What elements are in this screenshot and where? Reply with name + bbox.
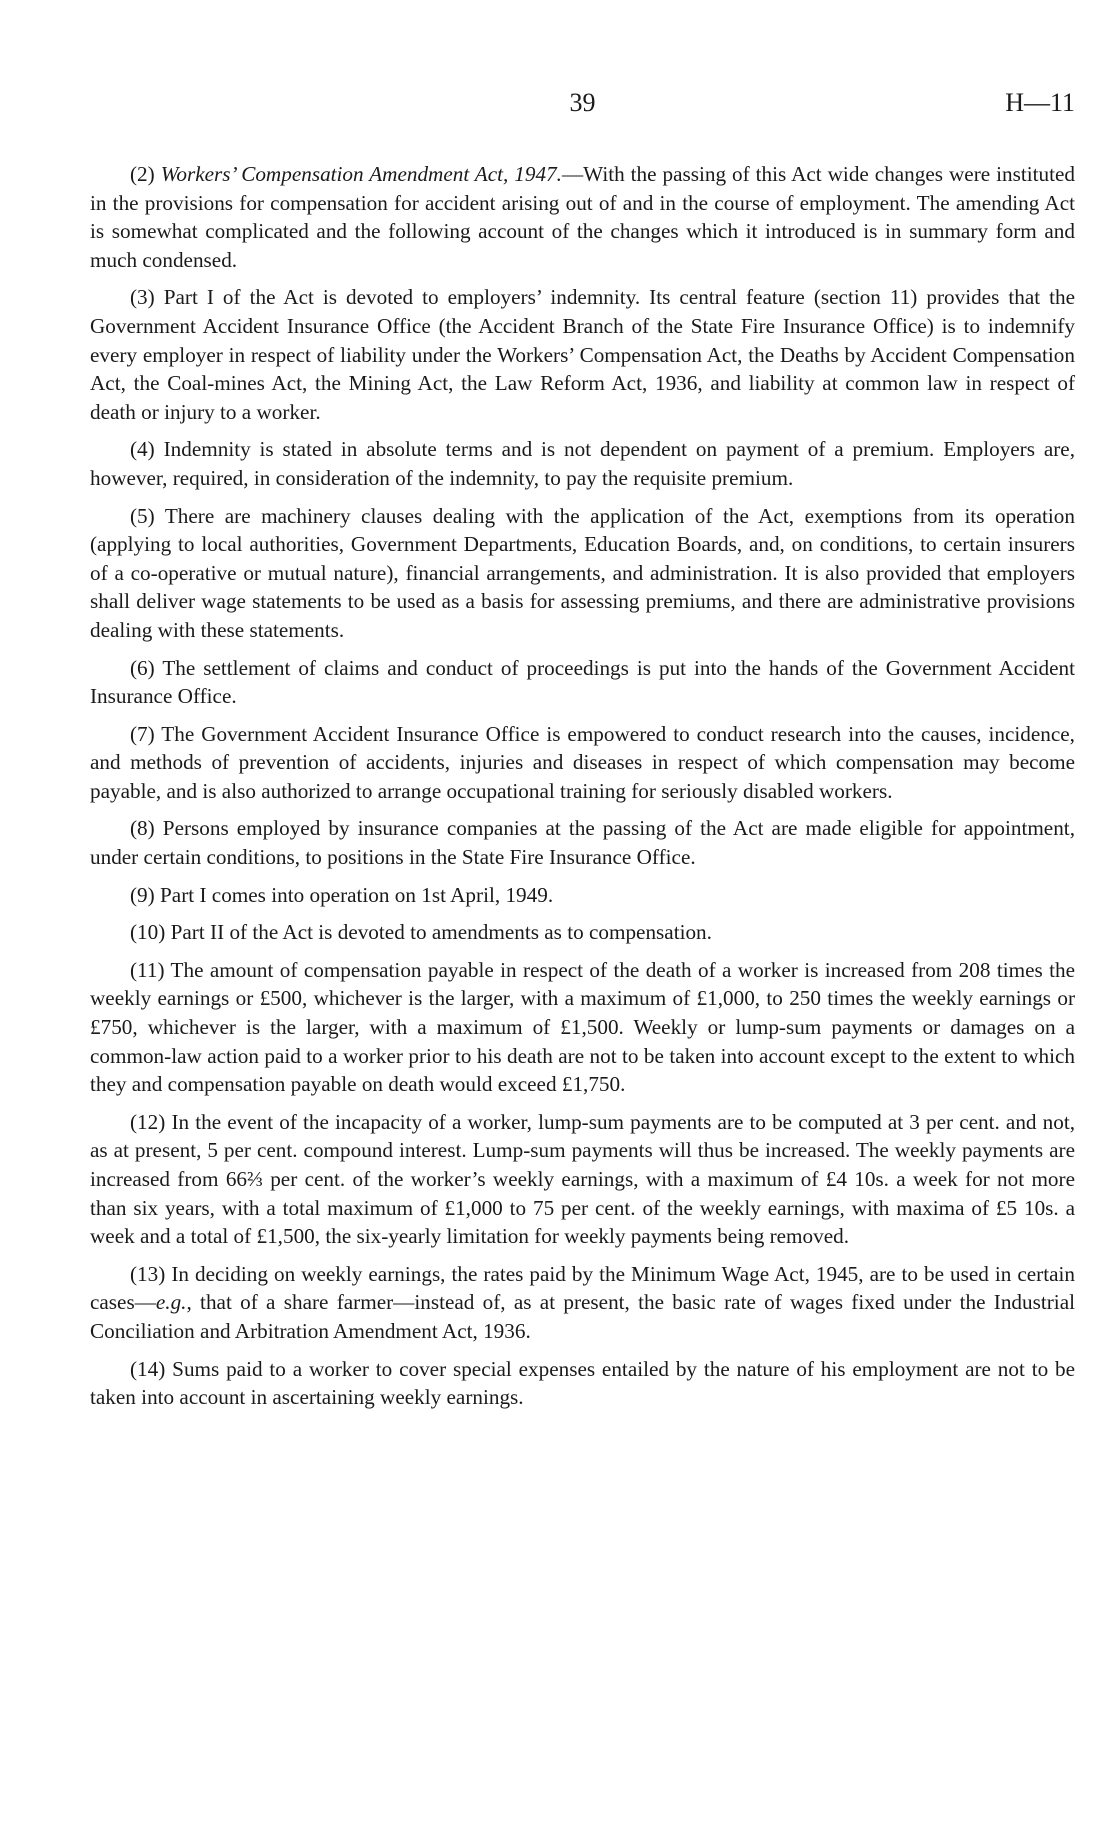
paragraph-number: (12) — [130, 1109, 166, 1134]
paragraph-number: (13) — [130, 1261, 166, 1286]
paragraph-number: (5) — [130, 503, 155, 528]
body-text — [90, 160, 1075, 1421]
paragraph-text: Persons employed by insurance companies at the passing of the Act are made eligible for appointment, under certain conditions, to positions in the State Fire Insurance Office. — [90, 816, 1075, 870]
paragraph-7 — [90, 720, 1075, 806]
paragraph-11 — [90, 956, 1075, 1099]
paragraph-2 — [90, 160, 1075, 274]
document-reference: H—11 — [1005, 88, 1075, 117]
paragraph-number: (6) — [130, 655, 155, 680]
act-title: Workers’ Compensation Amendment Act, 1947. — [160, 162, 562, 186]
paragraph-text: Sums paid to a worker to cover special expenses entailed by the nature of his employment are not to be taken into account in ascertaining weekly earnings. — [90, 1356, 1076, 1410]
paragraph-3 — [90, 283, 1075, 426]
paragraph-number: (14) — [130, 1356, 166, 1381]
paragraph-14 — [90, 1355, 1075, 1412]
paragraph-10 — [90, 918, 1075, 947]
paragraph-number: (8) — [130, 816, 155, 841]
paragraph-text: In the event of the incapacity of a worker, lump-sum payments are to be computed at 3 per cent. and not, as at present, 5 per cent. compound interest. Lump-sum payments will thus be increased. The weekly payments are increased from 66⅔ per cent. of the worker’s weekly earnings, with a maximum of £4 10s. a week for not more than six years, with a total maximum of £1,000 to 75 per cent. of the weekly earnings, with maxima of £5 10s. a week and a total of £1,500, the six-yearly limitation for weekly payments being removed. — [90, 1109, 1076, 1249]
paragraph-text: Part II of the Act is devoted to amendments as to compensation. — [170, 920, 712, 945]
paragraph-4 — [90, 435, 1075, 492]
paragraph-text: There are machinery clauses dealing with the application of the Act, exemptions from its operation (applying to local authorities, Government Departments, Education Boards, and, on conditions, to certain insurers of a co-operative or mutual nature), financial arrangements, and administration. It is also provided that employers shall deliver wage statements to be used as a basis for assessing premiums, and there are administrative provisions dealing with these statements. — [90, 503, 1075, 642]
paragraph-text: Part I of the Act is devoted to employers’ indemnity. Its central feature (section 11) provides that the Government Accident Insurance Office (the Accident Branch of the State Fire Insurance Office) is to indemnify every employer in respect of liability under the Workers’ Compensation Act, the Deaths by Accident Compensation Act, the Coal-mines Act, the Mining Act, the Law Reform Act, 1936, and liability at common law in respect of death or injury to a worker. — [90, 285, 1075, 424]
paragraph-text-a: In deciding on weekly earnings, the rates paid by the Minimum Wage Act, 1945, are to be used in certain cases— — [90, 1261, 1076, 1315]
paragraph-13 — [90, 1260, 1075, 1346]
eg-abbreviation: e.g. — [155, 1290, 187, 1315]
paragraph-text-b: , that of a share farmer—instead of, as at present, the basic rate of wages fixed under the Industrial Conciliation and Arbitration Amendment Act, 1936. — [90, 1290, 1075, 1343]
paragraph-number: (4) — [130, 437, 155, 462]
paragraph-text: Part I comes into operation on 1st April, 1949. — [160, 882, 554, 907]
paragraph-number: (11) — [130, 957, 165, 982]
paragraph-6 — [90, 654, 1075, 711]
paragraph-number: (7) — [130, 721, 155, 746]
paragraph-text: —With the passing of this Act wide changes were instituted in the provisions for compensation for accident arising out of and in the course of employment. The amending Act is somewhat complicated and the following account of the changes which it introduced is in summary form and much condensed. — [90, 162, 1075, 272]
paragraph-number: (2) — [130, 162, 155, 186]
paragraph-9 — [90, 881, 1075, 910]
paragraph-number: (10) — [130, 920, 166, 945]
page-header — [90, 88, 1075, 122]
paragraph-5 — [90, 502, 1075, 645]
paragraph-text: The amount of compensation payable in respect of the death of a worker is increased from 208 times the weekly earnings or £500, whichever is the larger, with a maximum of £1,000, to 250 times the weekly earnings or £750, whichever is the larger, with a maximum of £1,500. Weekly or lump-sum payments or damages on a common-law action paid to a worker prior to his death are not to be taken into account except to the extent to which they and compensation payable on death would exceed £1,750. — [90, 957, 1075, 1097]
paragraph-text: Indemnity is stated in absolute terms and is not dependent on payment of a premium. Employers are, however, required, in consideration of the indemnity, to pay the requisite premium. — [90, 437, 1076, 490]
paragraph-text: The Government Accident Insurance Office is empowered to conduct research into the causes, incidence, and methods of prevention of accidents, injuries and diseases in respect of which compensation may become payable, and is also authorized to arrange occupational training for seriously disabled workers. — [90, 721, 1075, 803]
paragraph-8 — [90, 814, 1075, 871]
paragraph-number: (9) — [130, 882, 155, 907]
page-number: 39 — [569, 88, 596, 117]
paragraph-number: (3) — [130, 285, 155, 310]
paragraph-text: The settlement of claims and conduct of proceedings is put into the hands of the Government Accident Insurance Office. — [90, 655, 1075, 709]
paragraph-12 — [90, 1108, 1075, 1251]
